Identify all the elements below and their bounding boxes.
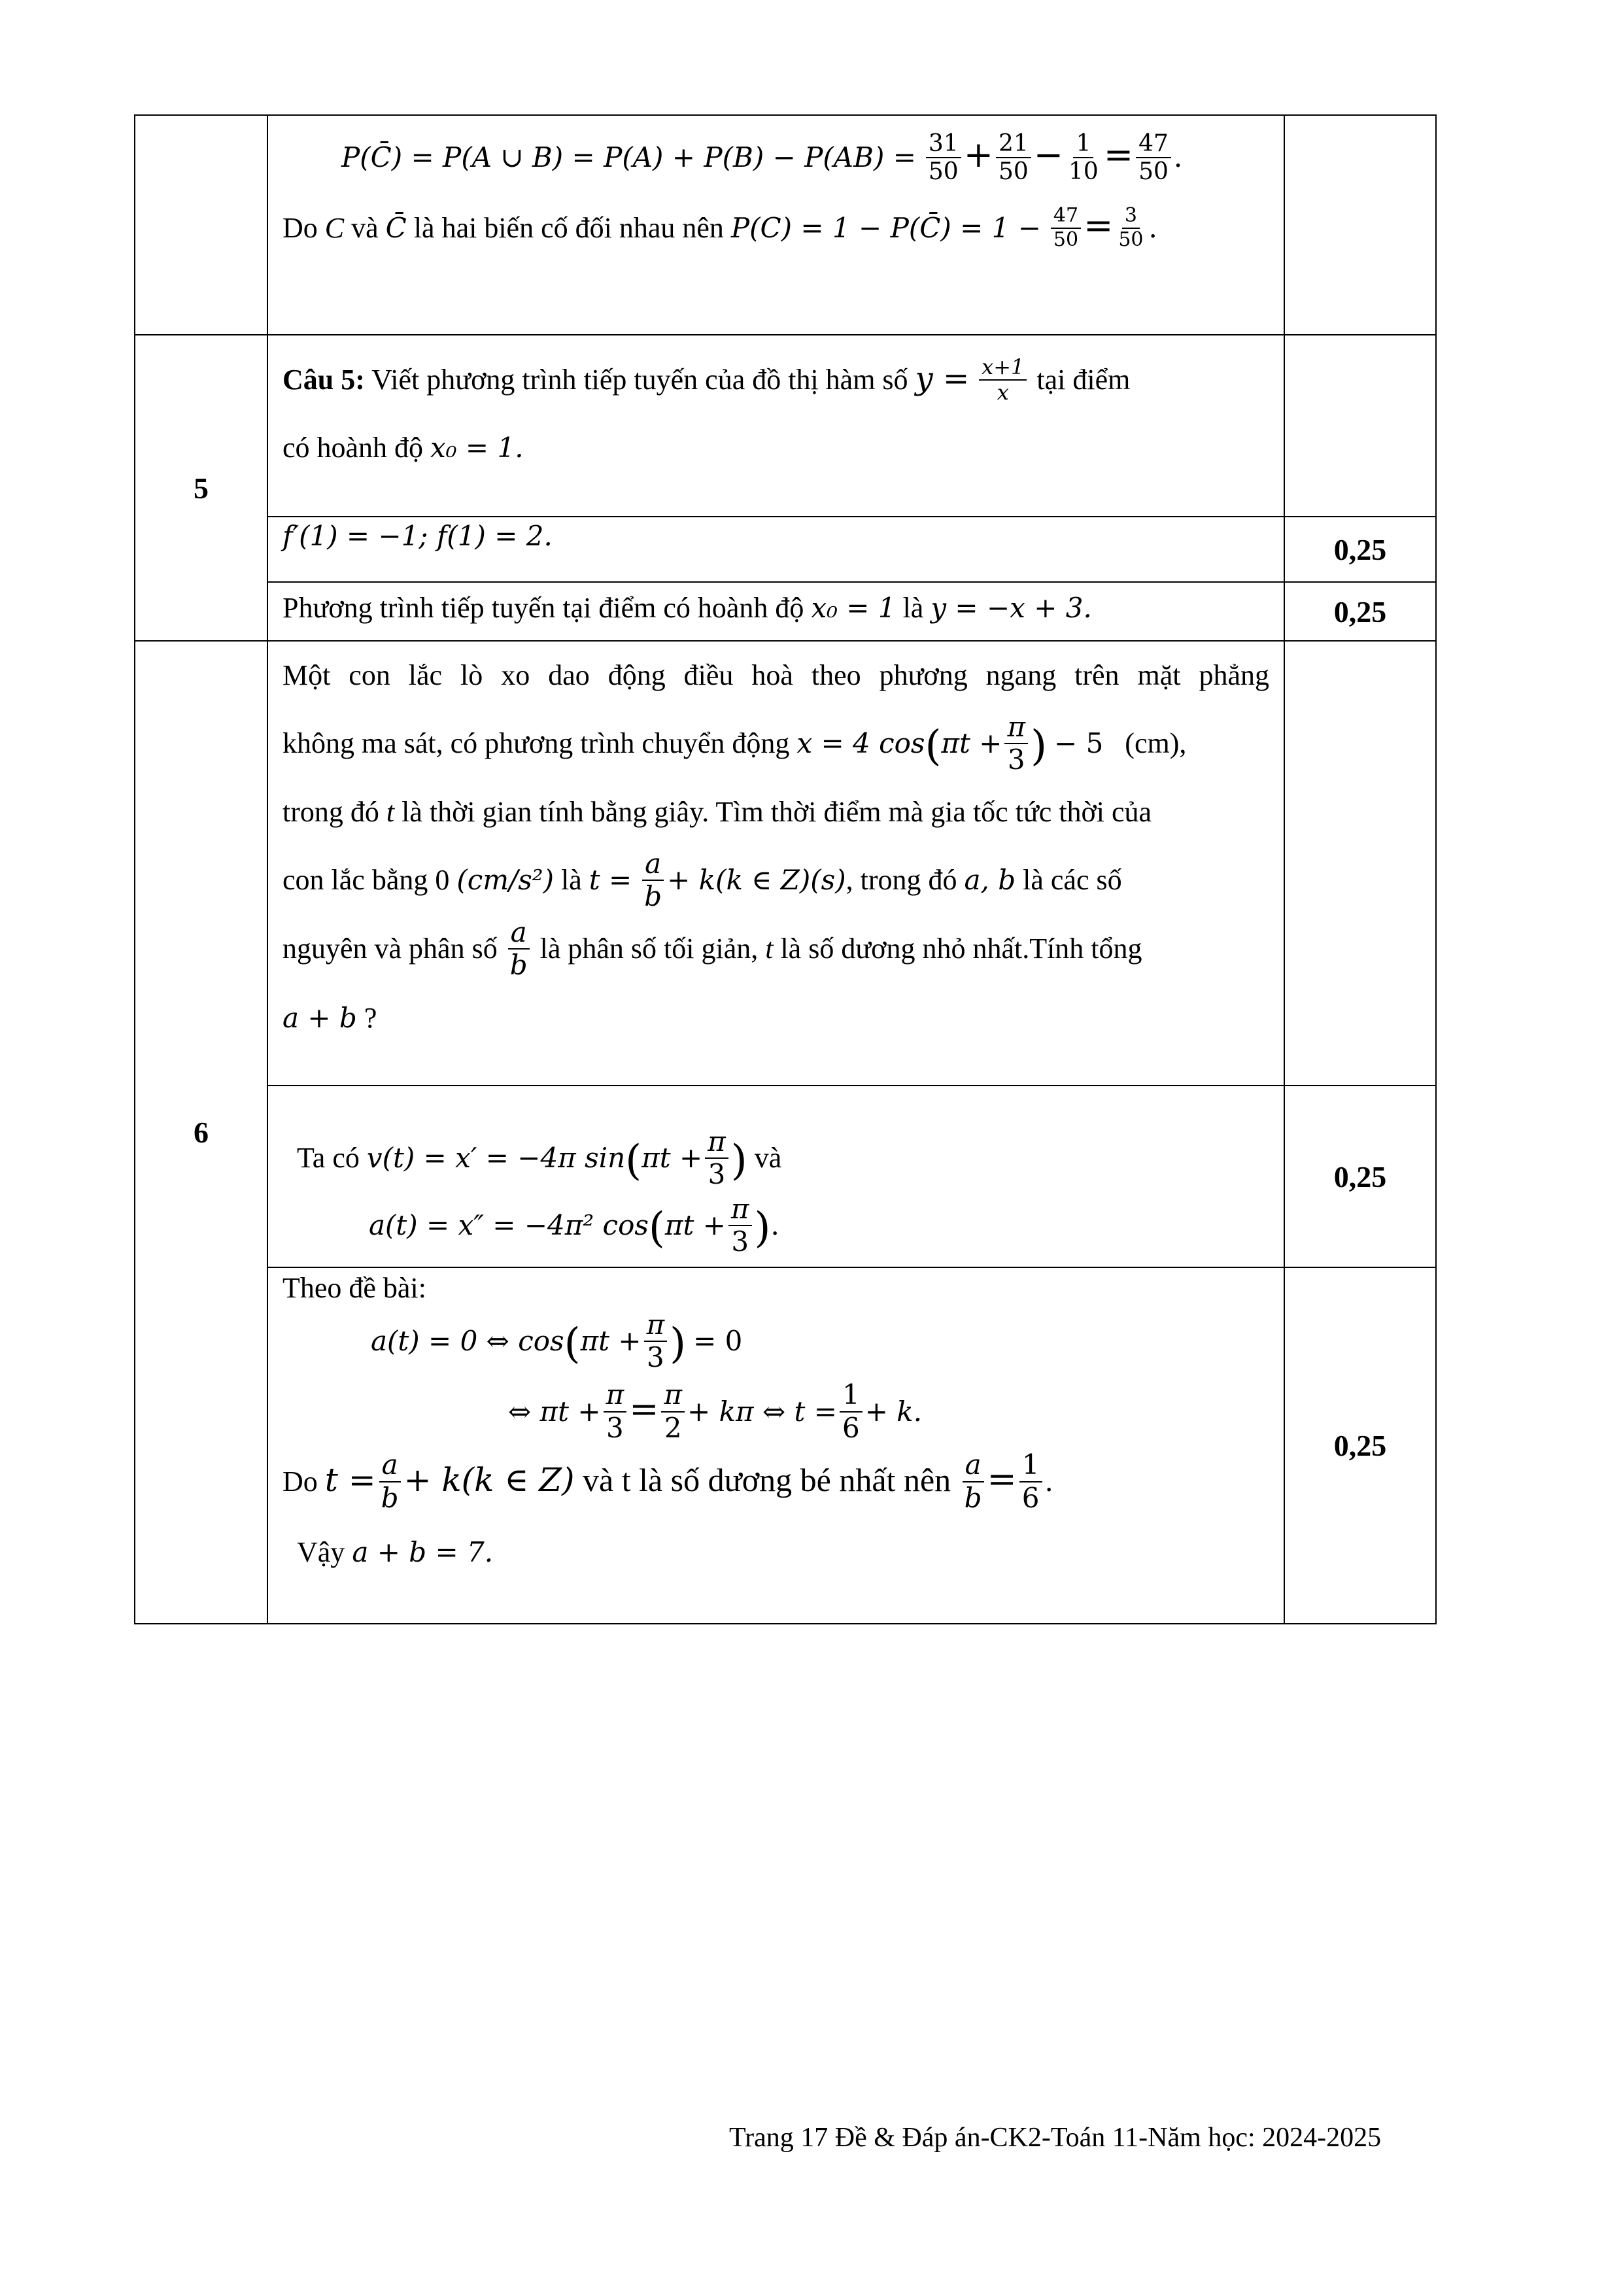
- score-q5-1: 0,25: [1284, 517, 1436, 582]
- fraction: $\frac{1}{6}$: [840, 1379, 863, 1444]
- score-q6-1: 0,25: [1284, 1086, 1436, 1267]
- cell-q5-ans2: Phương trình tiếp tuyến tại điểm có hoành độ x₀ = 1 là y = −x + 3.: [267, 582, 1284, 641]
- table-row-q6-ans2: [135, 1267, 1436, 1624]
- fraction: $\frac{21}{50}$: [996, 130, 1031, 186]
- cell-empty-pts: [1284, 115, 1436, 335]
- q6-line-1: Một con lắc lò xo dao động điều hoà theo phương ngang trên mặt phẳng: [282, 659, 1269, 691]
- cell-q6-ans1: Ta có v(t) = x′ = −4π sin(πt + $\frac{\pi}{3}$ ) và a(t) = x″ = −4π² cos(πt + $\frac{\pi}{3}$ ).: [267, 1086, 1284, 1267]
- q6-line-2: không ma sát, có phương trình chuyển động x = 4 cos(πt + $\frac{\pi}{3}$ ) − 5 (cm),: [282, 710, 1187, 776]
- q5-line-2: có hoành độ x₀ = 1.: [282, 432, 524, 464]
- cell-q6-ans2: Theo đề bài: a(t) = 0 ⇔ cos(πt + $\frac{\pi}{3}$ ) = 0 ⇔ πt + $\frac{\pi}{3}$ = $\frac{\pi}{2}$ + kπ ⇔ t = $\frac{1}{6}$ + k. Do t = $\frac{a}{b}$ + k(k ∈ Z) và t là số dương bé nhất nên $\frac{a}{b}$ = $\frac{1}{6}$ . Vậy a + b = 7.: [267, 1267, 1284, 1624]
- score-q5-2: 0,25: [1284, 582, 1436, 641]
- score-q6-2: 0,25: [1284, 1267, 1436, 1624]
- page-footer: Trang 17 Đề & Đáp án-CK2-Toán 11-Năm học: 2024-2025: [729, 2123, 1382, 2153]
- q5-line-1: Câu 5: Viết phương trình tiếp tuyến của đồ thị hàm số y = $\frac{x+1}{x}$ tại điểm: [282, 354, 1131, 405]
- fraction: $\frac{a}{b}$: [962, 1449, 985, 1514]
- fraction: $\frac{a}{b}$: [379, 1449, 401, 1514]
- fraction: $\frac{47}{50}$: [1136, 130, 1171, 186]
- table-row-q5-ans2: [135, 582, 1436, 641]
- cell-empty-pts: [1284, 335, 1436, 517]
- fraction: $\frac{\pi}{3}$: [604, 1379, 627, 1444]
- prev-line-1: P(C̄) = P(A ∪ B) = P(A) + P(B) − P(AB) = $\frac{31}{50}$ + $\frac{21}{50}$ − $\frac{1}{10}$ = $\frac{47}{50}$ .: [341, 129, 1183, 185]
- fraction: $\frac{1}{6}$: [1019, 1449, 1042, 1514]
- fraction: $\frac{a}{b}$: [507, 917, 530, 982]
- cell-prev-content: [267, 115, 1284, 335]
- prev-line-2: Do C và C̄ là hai biến cố đối nhau nên P(C) = 1 − P(C̄) = 1 − $\frac{47}{50}$ = $\frac{3}{50}$ .: [282, 204, 1157, 251]
- cell-q6-question: [267, 641, 1284, 1086]
- cell-empty-pts: [1284, 641, 1436, 1086]
- question-number-6: 6: [135, 641, 267, 1624]
- fraction: $\frac{\pi}{3}$: [705, 1126, 728, 1191]
- fraction: $\frac{31}{50}$: [926, 130, 961, 186]
- q6-line-3: trong đó t là thời gian tính bằng giây. Tìm thời điểm mà gia tốc tức thời của: [282, 796, 1152, 829]
- fraction: $\frac{\pi}{2}$: [661, 1379, 685, 1444]
- table-row-q5: [135, 335, 1436, 517]
- table-row-q6-ans1: [135, 1086, 1436, 1267]
- table-row-prev: [135, 115, 1436, 335]
- q6-line-6: a + b ?: [282, 1001, 377, 1034]
- table-row-q6: [135, 641, 1436, 1086]
- fraction: $\frac{a}{b}$: [641, 848, 664, 913]
- fraction: $\frac{1}{10}$: [1068, 129, 1099, 185]
- cell-empty-num: [135, 115, 267, 335]
- q6-line-4: con lắc bằng 0 (cm/s²) là t = $\frac{a}{b}$ + k(k ∈ Z)(s), trong đó a, b là các số: [282, 847, 1122, 913]
- fraction: $\frac{x+1}{x}$: [979, 355, 1027, 405]
- fraction: $\frac{\pi}{3}$: [644, 1309, 668, 1374]
- table-row-q5-ans1: [135, 517, 1436, 582]
- cell-q5-question: [267, 335, 1284, 517]
- cell-q5-ans1: f′(1) = −1; f(1) = 2.: [267, 517, 1284, 582]
- question-number-5: 5: [135, 335, 267, 641]
- answer-table: [134, 114, 1437, 1624]
- fraction: $\frac{3}{50}$: [1118, 204, 1144, 251]
- fraction: $\frac{47}{50}$: [1051, 205, 1081, 251]
- fraction: $\frac{\pi}{3}$: [728, 1193, 752, 1258]
- q6-line-5: nguyên và phân số $\frac{a}{b}$ là phân số tối giản, t là số dương nhỏ nhất.Tính tổng: [282, 916, 1142, 982]
- fraction: $\frac{\pi}{3}$: [1004, 711, 1028, 776]
